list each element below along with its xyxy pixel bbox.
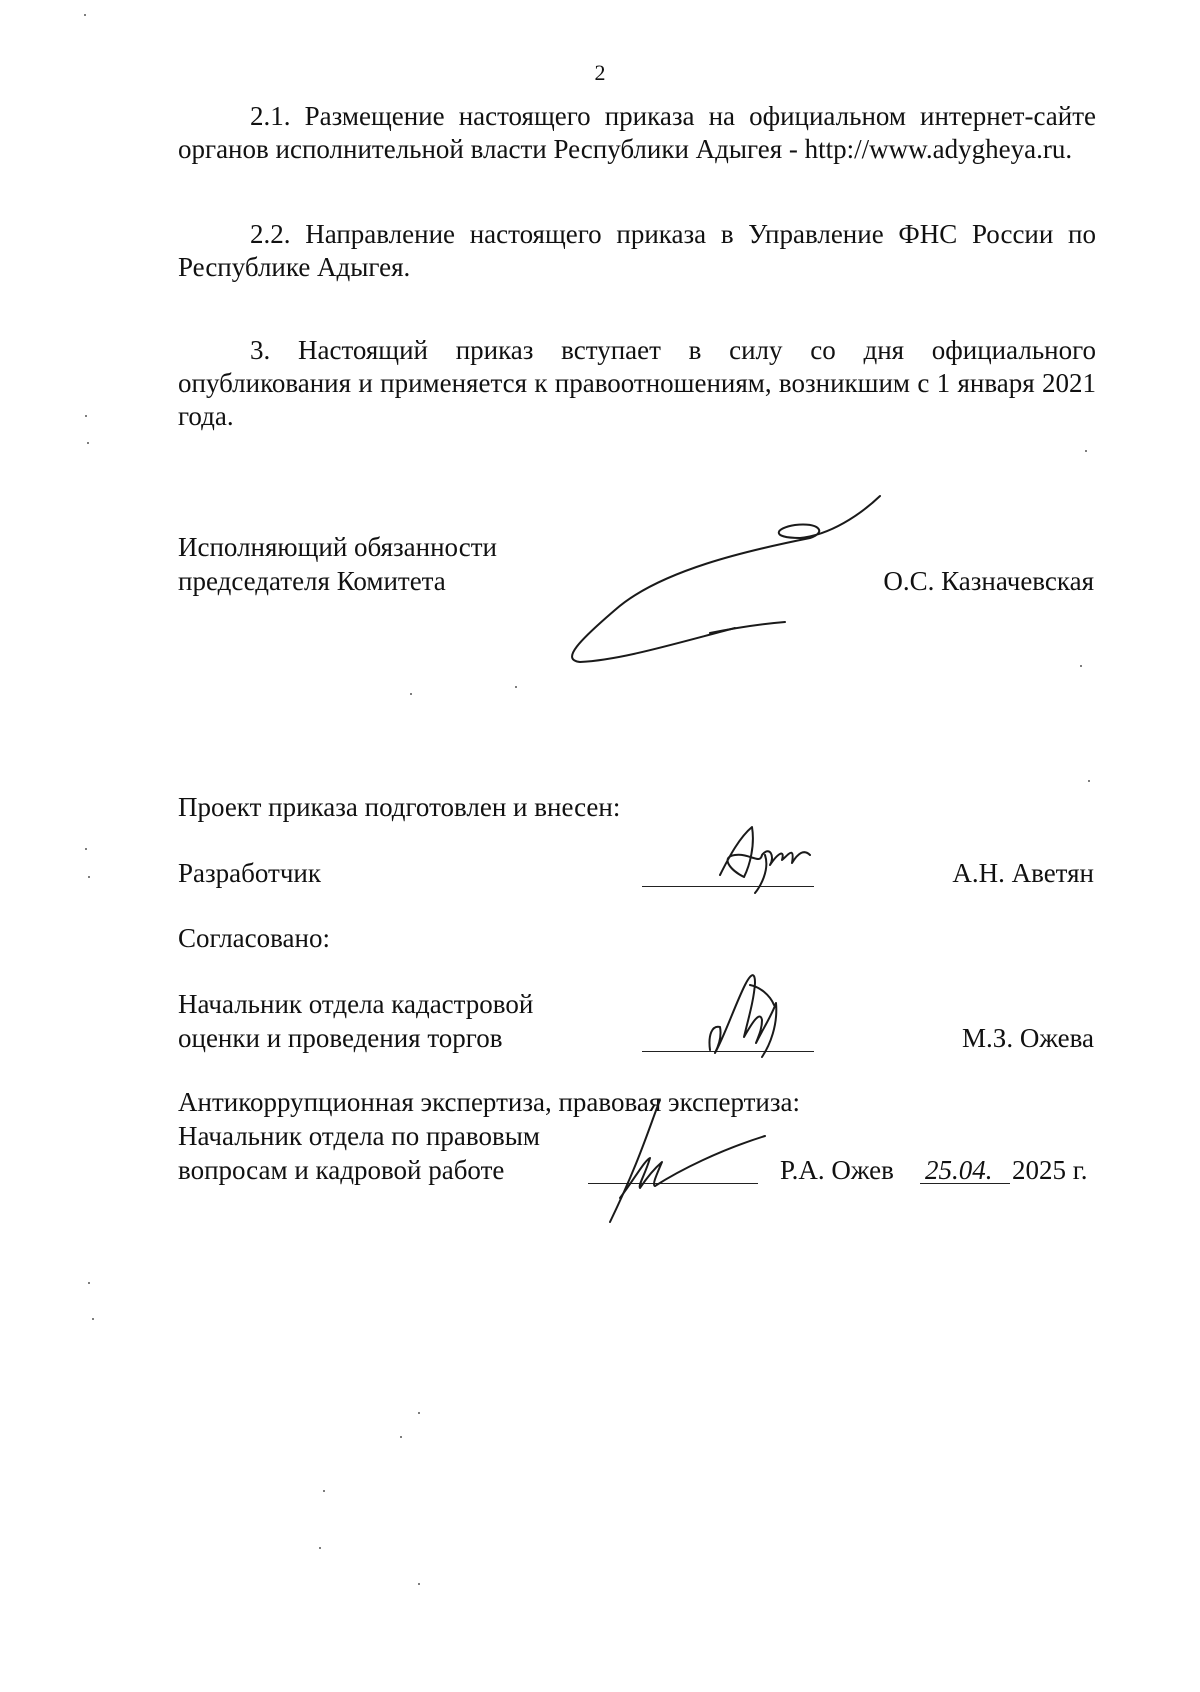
scan-speck	[515, 686, 517, 688]
scan-speck	[418, 1583, 420, 1585]
scan-speck	[88, 876, 90, 878]
project-heading: Проект приказа подготовлен и внесен:	[178, 792, 621, 822]
head2-signature	[600, 1080, 770, 1230]
signatory-title-line1: Исполняющий обязанности	[178, 532, 497, 562]
scan-speck	[88, 1282, 90, 1284]
head2-name: Р.А. Ожев	[780, 1155, 894, 1185]
paragraph-2-2	[178, 218, 1096, 284]
scan-speck	[410, 693, 412, 695]
paragraph-3-text: 3. Настоящий приказ вступает в силу со дня официального опубликования и применяется к правоотношениям, возникшим с 1 января 2021 года.	[178, 335, 1096, 431]
paragraph-2-1	[178, 100, 1096, 166]
head1-title-line1: Начальник отдела кадастровой	[178, 989, 534, 1019]
scan-speck	[85, 848, 87, 850]
date-line	[920, 1183, 1010, 1184]
scan-speck	[87, 442, 89, 444]
scan-speck	[400, 1436, 402, 1438]
head2-title-line2: вопросам и кадровой работе	[178, 1155, 505, 1185]
signatory-title-line2: председателя Комитета	[178, 566, 446, 596]
expertise-heading: Антикоррупционная экспертиза, правовая экспертиза:	[178, 1087, 801, 1117]
handwritten-date: 25.04.	[925, 1155, 993, 1185]
scan-speck	[319, 1547, 321, 1549]
agreed-label: Согласовано:	[178, 923, 330, 953]
scan-speck	[92, 1318, 94, 1320]
year-suffix: 2025 г.	[1012, 1155, 1088, 1185]
scan-speck	[1085, 450, 1087, 452]
paragraph-2-1-text: 2.1. Размещение настоящего приказа на официальном интернет-сайте органов исполнительной власти Республики Адыгея - http://www.adygheya.ru.	[178, 101, 1096, 164]
scan-speck	[418, 1412, 420, 1414]
scan-speck	[1088, 780, 1090, 782]
scan-speck	[84, 14, 86, 16]
head1-title-line2: оценки и проведения торгов	[178, 1023, 503, 1053]
paragraph-3	[178, 334, 1096, 433]
scan-speck	[323, 1490, 325, 1492]
paragraph-2-2-text: 2.2. Направление настоящего приказа в Управление ФНС России по Республике Адыгея.	[178, 219, 1096, 282]
head1-name: М.З. Ожева	[962, 1023, 1094, 1053]
scan-speck	[1080, 665, 1082, 667]
developer-signature	[700, 815, 830, 895]
developer-label: Разработчик	[178, 858, 321, 888]
page-number: 2	[594, 60, 606, 85]
head2-title-line1: Начальник отдела по правовым	[178, 1121, 540, 1151]
head1-signature	[700, 965, 810, 1065]
scan-speck	[85, 415, 87, 417]
signatory-name: О.С. Казначевская	[883, 566, 1094, 596]
main-signature	[560, 490, 900, 670]
developer-name: А.Н. Аветян	[952, 858, 1094, 888]
